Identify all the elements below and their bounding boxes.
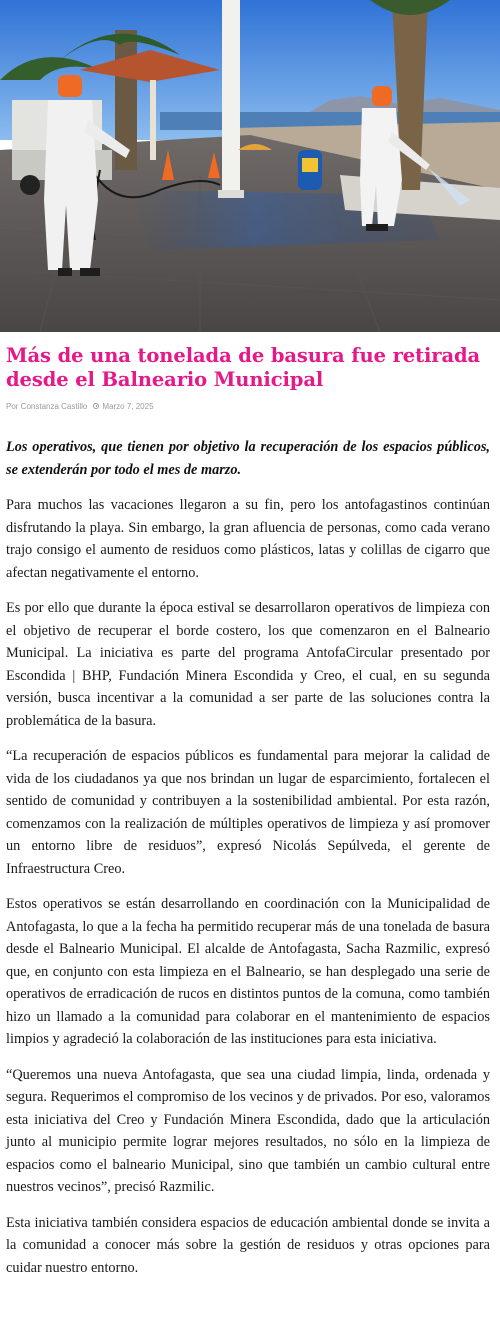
article-paragraph: “Queremos una nueva Antofagasta, que sea una ciudad limpia, linda, ordenada y segura. Requerimos el compromiso de los vecinos y de privados. Por eso, valoramos esta iniciativa del Creo y Fundación Minera Escondida, dado que la articulación junto al municipio permite lograr mejores resultados, no sólo en la limpieza de espacios como el balneario Municipal, sino que también un cambio cultural entre nuestros vecinos”, precisó Razmilic. — [6, 1066, 491, 1195]
article-paragraph: “La recuperación de espacios públicos es fundamental para mejorar la calidad de vida de los ciudadanos ya que nos brindan un lugar de esparcimiento, fortalecen el sentido de comunidad y contribuyen a la sostenibilidad ambiental. Por esta razón, comenzamos con la realización de múltiples operativos de limpieza y así promover un entorno libre de residuos”, expresó Nicolás Sepúlveda, el gerente de Infraestructura Creo. — [6, 748, 490, 877]
hero-photo — [0, 0, 500, 332]
article — [6, 344, 490, 1279]
article-lead: Los operativos, que tienen por objetivo la recuperación de los espacios públicos, se extenderán por todo el mes de marzo. — [6, 439, 490, 478]
article-paragraph: Es por ello que durante la época estival se desarrollaron operativos de limpieza con el objetivo de recuperar el borde costero, los que comenzaron en el Balneario Municipal. La iniciativa es parte del programa AntofaCircular presentado por Escondida | BHP, Fundación Minera Escondida y Creo, el cual, en su segunda versión, busca incentivar a la comunidad a ser parte de las soluciones contra la problemática de la basura. — [6, 600, 490, 729]
article-date: Marzo 7, 2025 — [102, 401, 154, 411]
clock-icon — [93, 403, 99, 409]
article-meta — [6, 400, 490, 412]
article-paragraph: Esta iniciativa también considera espacios de educación ambiental donde se invita a la comunidad a conocer más sobre la gestión de residuos y otras opciones para cuidar nuestro entorno. — [6, 1214, 490, 1276]
article-title: Más de una tonelada de basura fue retirada desde el Balneario Municipal — [6, 344, 481, 391]
article-paragraph: Estos operativos se están desarrollando en coordinación con la Municipalidad de Antofagasta, lo que a la fecha ha permitido recuperar más de una tonelada de basura desde el Balneario Municipal. El alcalde de Antofagasta, Sacha Razmilic, expresó que, en conjunto con esta limpieza en el Balneario, se han desplegado una serie de operativos de erradicación de rucos en distintos puntos de la comuna, como también hizo un llamado a la comunidad para colaborar en el mantenimiento de espacios limpios y agradeció la colaboración de las instituciones para esta iniciativa. — [6, 896, 490, 1047]
article-paragraph: Para muchos las vacaciones llegaron a su fin, pero los antofagastinos continúan disfrutando la playa. Sin embargo, la gran afluencia de personas, como cada verano trajo consigo el aumento de residuos como plásticos, latas y colillas de cigarro que afectan negativamente el entorno. — [6, 497, 490, 581]
article-author[interactable]: Por Constanza Castillo — [6, 401, 88, 411]
